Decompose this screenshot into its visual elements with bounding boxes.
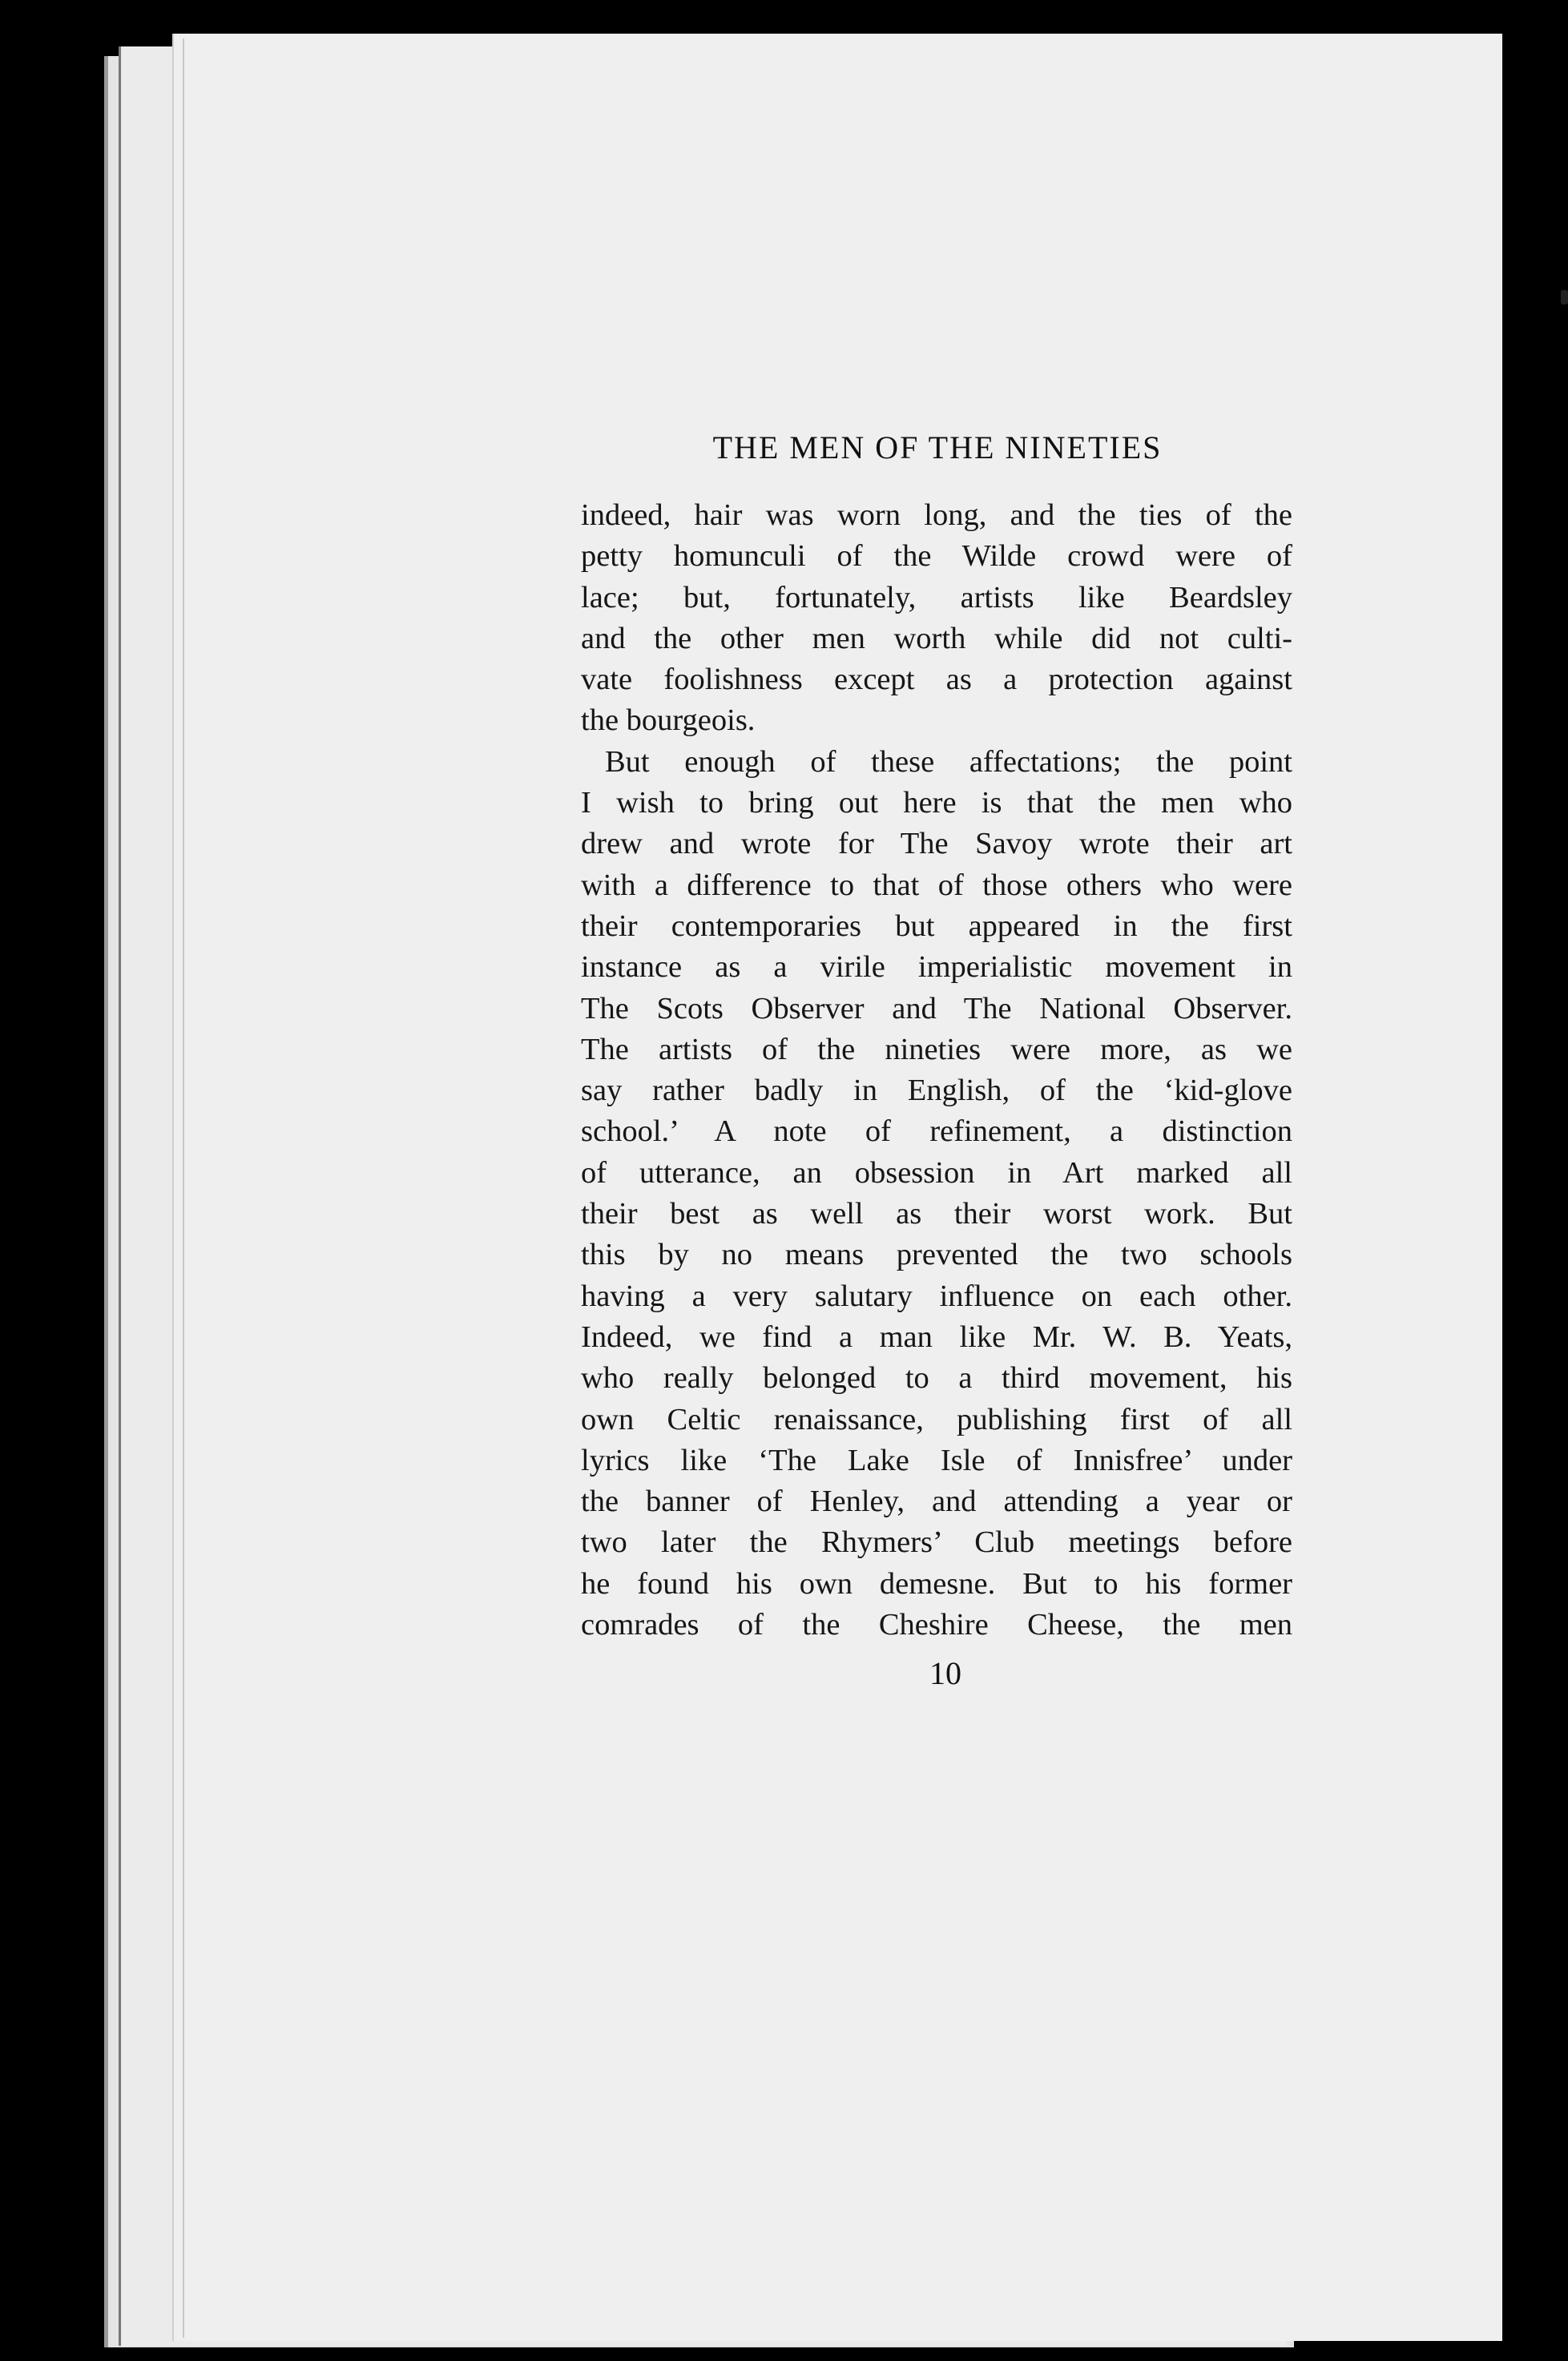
text-line: the bourgeois. [581, 703, 756, 738]
text-line: The Scots Observer and The National Observer. [581, 991, 1292, 1025]
text-line: comrades of the Cheshire Cheese, the men [581, 1608, 1292, 1642]
text-line: own Celtic renaissance, publishing first of all [581, 1402, 1292, 1436]
text-line: the banner of Henley, and attending a year or [581, 1485, 1292, 1519]
scan-mark [1561, 290, 1568, 304]
text-line: having a very salutary influence on each other. [581, 1279, 1292, 1313]
running-head: THE MEN OF THE NINETIES [712, 429, 1163, 465]
text-line: indeed, hair was worn long, and the ties of the [581, 498, 1292, 532]
text-line: with a difference to that of those others who were [581, 868, 1292, 902]
page-number: 10 [929, 1655, 961, 1691]
text-line: this by no means prevented the two schools [581, 1238, 1292, 1272]
body-text [581, 495, 1292, 1646]
text-line: of utterance, an obsession in Art marked all [581, 1155, 1292, 1190]
text-line: Indeed, we find a man like Mr. W. B. Yeats, [581, 1320, 1292, 1354]
text-line: instance as a virile imperialistic movement in [581, 950, 1292, 985]
text-line: petty homunculi of the Wilde crowd were of [581, 539, 1292, 574]
text-line: their contemporaries but appeared in the first [581, 909, 1292, 943]
text-line: say rather badly in English, of the ‘kid-glove [581, 1074, 1292, 1108]
text-line: But enough of these affectations; the point [605, 744, 1292, 779]
text-line: their best as well as their worst work. But [581, 1197, 1292, 1231]
text-line: lace; but, fortunately, artists like Beardsley [581, 580, 1292, 614]
text-line: lyrics like ‘The Lake Isle of Innisfree’ under [581, 1443, 1292, 1477]
text-line: drew and wrote for The Savoy wrote their art [581, 827, 1292, 861]
text-line: two later the Rhymers’ Club meetings before [581, 1525, 1292, 1560]
text-line: he found his own demesne. But to his former [581, 1566, 1292, 1601]
text-line: The artists of the nineties were more, as we [581, 1032, 1292, 1066]
text-line: vate foolishness except as a protection against [581, 663, 1292, 697]
text-line: who really belonged to a third movement, his [581, 1361, 1292, 1396]
page-fold-line [183, 38, 184, 2338]
text-line: and the other men worth while did not culti- [581, 621, 1292, 655]
text-line: I wish to bring out here is that the men who [581, 786, 1292, 820]
text-line: school.’ A note of refinement, a distinction [581, 1114, 1292, 1149]
